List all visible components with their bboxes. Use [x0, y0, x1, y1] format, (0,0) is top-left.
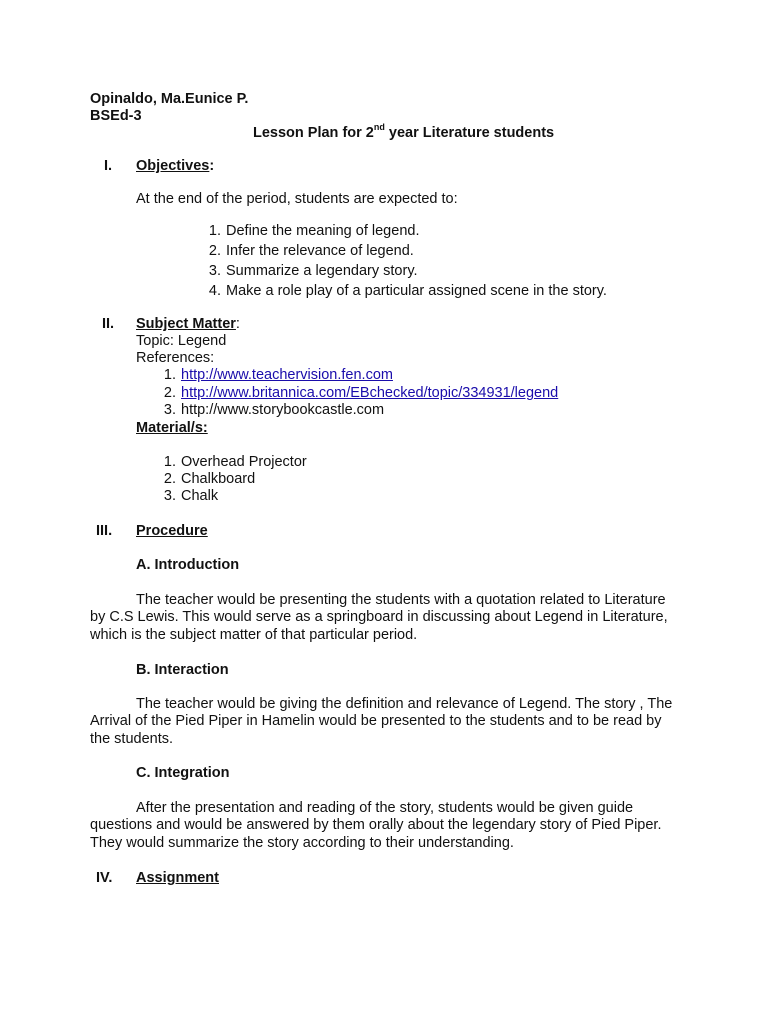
material-item [154, 471, 255, 488]
subsection-heading-introduction: A. Introduction [136, 557, 240, 573]
section-numeral-objectives: I. [104, 158, 113, 174]
section-heading-objectives [136, 158, 214, 175]
material-item [154, 454, 307, 471]
list-number: 3. [163, 488, 176, 504]
section-numeral-procedure: III. [96, 523, 113, 539]
objectives-intro: At the end of the period, students are expected to: [136, 191, 458, 207]
reference-item [154, 402, 384, 419]
objective-item [199, 243, 414, 260]
objective-item [199, 263, 418, 280]
document-title [253, 122, 555, 142]
references-label: References: [136, 350, 215, 366]
subject-matter-heading-text: Subject Matter [136, 316, 236, 332]
integration-paragraph: After the presentation and reading of the story, students would be given guide questions and would be answered by them orally about the legendary story of Pied Piper. They would summarize the story according to their understanding. [90, 800, 662, 851]
list-text: Chalkboard [181, 471, 256, 487]
section-heading-subject-matter [136, 316, 240, 333]
section-heading-assignment: Assignment [136, 870, 219, 886]
reference-item [154, 367, 393, 384]
interaction-paragraph: The teacher would be giving the definition and relevance of Legend. The story , The Arrival of the Pied Piper in Hamelin would be presented to the students and to be read by the students. [90, 696, 673, 747]
list-number: 1. [208, 223, 221, 239]
list-number: 3. [208, 263, 221, 279]
objective-item [199, 283, 607, 300]
subsection-heading-integration: C. Integration [136, 765, 230, 781]
list-number: 2. [163, 385, 176, 401]
materials-label: Material/s: [136, 420, 208, 436]
list-number: 2. [208, 243, 221, 259]
reference-link[interactable]: http://www.teachervision.fen.com [181, 367, 393, 383]
subsection-heading-interaction: B. Interaction [136, 662, 229, 678]
list-number: 3. [163, 402, 176, 418]
course-code: BSEd-3 [90, 108, 142, 124]
section-heading-procedure: Procedure [136, 523, 208, 539]
list-text: Chalk [181, 488, 219, 504]
list-text: Define the meaning of legend. [226, 223, 420, 239]
title-superscript: nd [373, 122, 385, 133]
author-name: Opinaldo, Ma.Eunice P. [90, 91, 249, 107]
objectives-heading-text: Objectives [136, 158, 210, 174]
list-text: Infer the relevance of legend. [226, 243, 414, 259]
list-number: 1. [163, 454, 176, 470]
list-number: 2. [163, 471, 176, 487]
topic-line: Topic: Legend [136, 333, 227, 349]
subject-matter-heading-colon: : [235, 316, 240, 332]
list-text: Summarize a legendary story. [226, 263, 418, 279]
list-text: Make a role play of a particular assigned scene in the story. [226, 283, 607, 299]
list-number: 1. [163, 367, 176, 383]
list-number: 4. [208, 283, 221, 299]
section-numeral-assignment: IV. [96, 870, 113, 886]
title-prefix: Lesson Plan for 2 [253, 125, 374, 141]
material-item [154, 488, 218, 505]
reference-text: http://www.storybookcastle.com [181, 402, 385, 418]
objectives-heading-colon: : [209, 158, 215, 174]
reference-link[interactable]: http://www.britannica.com/EBchecked/topic/334931/legend [181, 385, 559, 401]
objective-item [199, 223, 419, 240]
introduction-paragraph: The teacher would be presenting the students with a quotation related to Literature by C.S Lewis. This would serve as a springboard in discussing about Legend in Literature, which is the subject matter of that particular period. [90, 592, 668, 643]
title-suffix: year Literature students [384, 125, 555, 141]
section-numeral-subject-matter: II. [102, 316, 115, 332]
reference-item [154, 385, 558, 402]
list-text: Overhead Projector [181, 454, 307, 470]
